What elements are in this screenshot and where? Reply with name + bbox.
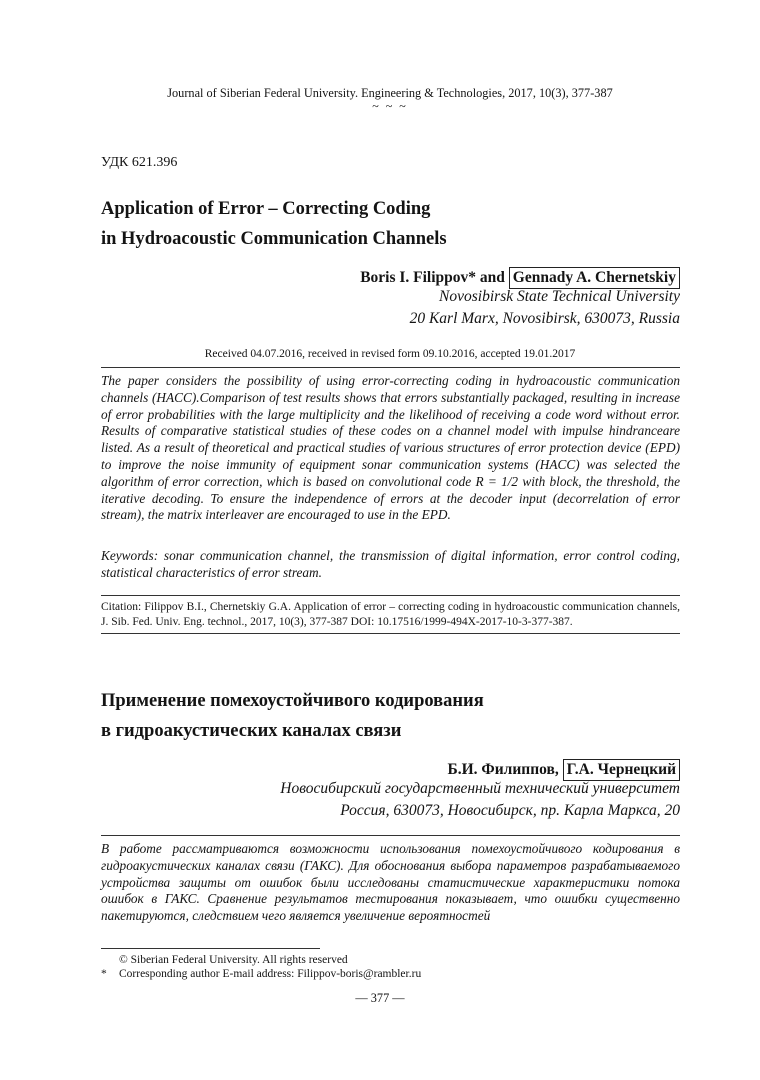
citation: Citation: Filippov B.I., Chernetskiy G.A. Application of error – correcting coding in hydroacoustic communication channels, J. Sib. Fed. Univ. Eng. technol., 2017, 10(3), 377-387 DOI: 10.17516/1999-494X-2017-10-3-377-387. <box>101 601 680 628</box>
footnote-star: * <box>101 968 107 980</box>
affiliation-en-line-2: 20 Karl Marx, Novosibirsk, 630073, Russia <box>409 310 680 327</box>
footnote-rule <box>101 948 320 949</box>
authors-en <box>360 267 680 289</box>
author-chernetskiy-en: Gennady A. Chernetskiy <box>509 267 680 289</box>
author-filippov-en: Boris I. Filippov* and <box>360 269 505 286</box>
title-en-line-2: in Hydroacoustic Communication Channels <box>101 229 447 249</box>
footnote-corresponding: Corresponding author E-mail address: Filippov-boris@rambler.ru <box>119 968 422 980</box>
title-ru-line-1: Применение помехоустойчивого кодирования <box>101 691 484 711</box>
udk-code: УДК 621.396 <box>101 155 178 170</box>
received-dates: Received 04.07.2016, received in revised form 09.10.2016, accepted 19.01.2017 <box>204 348 576 360</box>
affiliation-ru-line-2: Россия, 630073, Новосибирск, пр. Карла Маркса, 20 <box>340 802 680 819</box>
abstract-ru-top-rule <box>101 835 680 836</box>
footnote-copyright: © Siberian Federal University. All rights reserved <box>119 954 348 966</box>
citation-top-rule <box>101 595 680 596</box>
article-title-ru <box>101 686 484 746</box>
journal-header: Journal of Siberian Federal University. Engineering & Technologies, 2017, 10(3), 377-387 <box>167 86 613 100</box>
citation-bottom-rule <box>101 633 680 634</box>
abstract-en: The paper considers the possibility of using error-correcting coding in hydroacoustic communication channels (HACC).Comparison of test results shows that errors substantially packaged, resulting in increase of error probabilities with the large multiplicity and the likelihood of receiving a code word without error. Results of comparative statistical studies of these codes on a channel model with impulse hindranceare listed. As a result of theoretical and practical studies of various structures of error protection device (EPD) to improve the noise immunity of equipment sonar communication systems (HACC) was selected the algorithm of error correction, which is based on convolutional code R = 1/2 with block, the threshold, the iterative decoding. To ensure the independence of errors at the decoder input (decorrelation of error stream), the matrix interleaver are encouraged to use in the EPD. <box>101 373 680 523</box>
page-number: — 377 — <box>355 991 405 1005</box>
abstract-top-rule <box>101 367 680 368</box>
header-separator: ~ ~ ~ <box>372 99 408 113</box>
author-chernetskiy-ru: Г.А. Чернецкий <box>563 759 680 781</box>
affiliation-ru-line-1: Новосибирский государственный технический университет <box>280 780 680 797</box>
keywords-en: Keywords: sonar communication channel, the transmission of digital information, error control coding, statistical characteristics of error stream. <box>101 548 680 580</box>
abstract-ru: В работе рассматриваются возможности использования помехоустойчивого кодирования в гидроакустических каналах связи (ГАКС). Для обоснования выбора параметров разрабатываемого устройства защиты от ошибок были исследованы статистические характеристики потока ошибок в ГАКС. Сравнение результатов тестирования показывает, что ошибки существенно пакетируются, следствием чего является увеличение вероятностей <box>101 841 680 924</box>
title-ru-line-2: в гидроакустических каналах связи <box>101 721 402 741</box>
affiliation-en-line-1: Novosibirsk State Technical University <box>439 288 680 305</box>
title-en-line-1: Application of Error – Correcting Coding <box>101 199 431 219</box>
author-filippov-ru: Б.И. Филиппов, <box>447 761 559 778</box>
article-title-en <box>101 194 447 254</box>
authors-ru <box>448 759 681 781</box>
